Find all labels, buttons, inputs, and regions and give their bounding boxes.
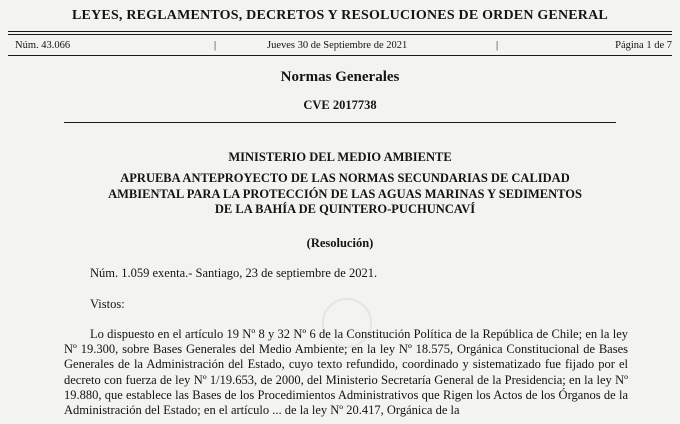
cve-code: CVE 2017738 — [303, 98, 377, 112]
header-rule-double — [8, 34, 672, 35]
body-paragraph: Lo dispuesto en el artículo 19 Nº 8 y 32 Nº 6 de la Constitución Política de la República de Chile; en la ley Nº 19.300, sobre Bases Generales del Medio Ambiente; en la ley Nº 18.575, Orgánica Constitucional de Bases Generales de la Administración del Estado, cuyo texto refundido, coordinado y sistematizado fue fijado por el decreto con fuerza de ley Nº 1/19.653, de 2000, del Ministerio Secretaría General de la Presidencia; en la ley Nº 19.880, que establece las Bases de los Procedimientos Administrativos que Rigen los Actos de los Órganos de la Administración del Estado; en el artículo ... de la ley Nº 20.417, Orgánica de la — [64, 327, 628, 418]
page-indicator: Página 1 de 7 — [615, 40, 672, 51]
resolution-label: (Resolución) — [306, 236, 374, 250]
gazette-header-title: LEYES, REGLAMENTOS, DECRETOS Y RESOLUCIONES DE ORDEN GENERAL — [72, 8, 608, 23]
title-line: APRUEBA ANTEPROYECTO DE LAS NORMAS SECUNDARIAS DE CALIDAD — [120, 171, 570, 185]
cve-rule — [64, 122, 616, 123]
document-title — [58, 171, 632, 218]
issue-date: Jueves 30 de Septiembre de 2021 — [267, 40, 408, 51]
issue-number: Núm. 43.066 — [15, 40, 71, 51]
resolution-number-line: Núm. 1.059 exenta.- Santiago, 23 de septiembre de 2021. — [90, 266, 378, 280]
vistos-heading: Vistos: — [90, 297, 125, 311]
meta-separator: | — [214, 40, 217, 51]
title-line: DE LA BAHÍA DE QUINTERO-PUCHUNCAVÍ — [214, 202, 476, 216]
header-rule-bottom — [8, 55, 672, 56]
section-title: Normas Generales — [280, 69, 400, 85]
ministry-name: MINISTERIO DEL MEDIO AMBIENTE — [228, 150, 452, 164]
header-meta-row — [8, 40, 672, 54]
header-rule-top — [8, 31, 672, 32]
title-line: AMBIENTAL PARA LA PROTECCIÓN DE LAS AGUAS MARINAS Y SEDIMENTOS — [108, 186, 582, 201]
meta-separator: | — [496, 40, 499, 51]
